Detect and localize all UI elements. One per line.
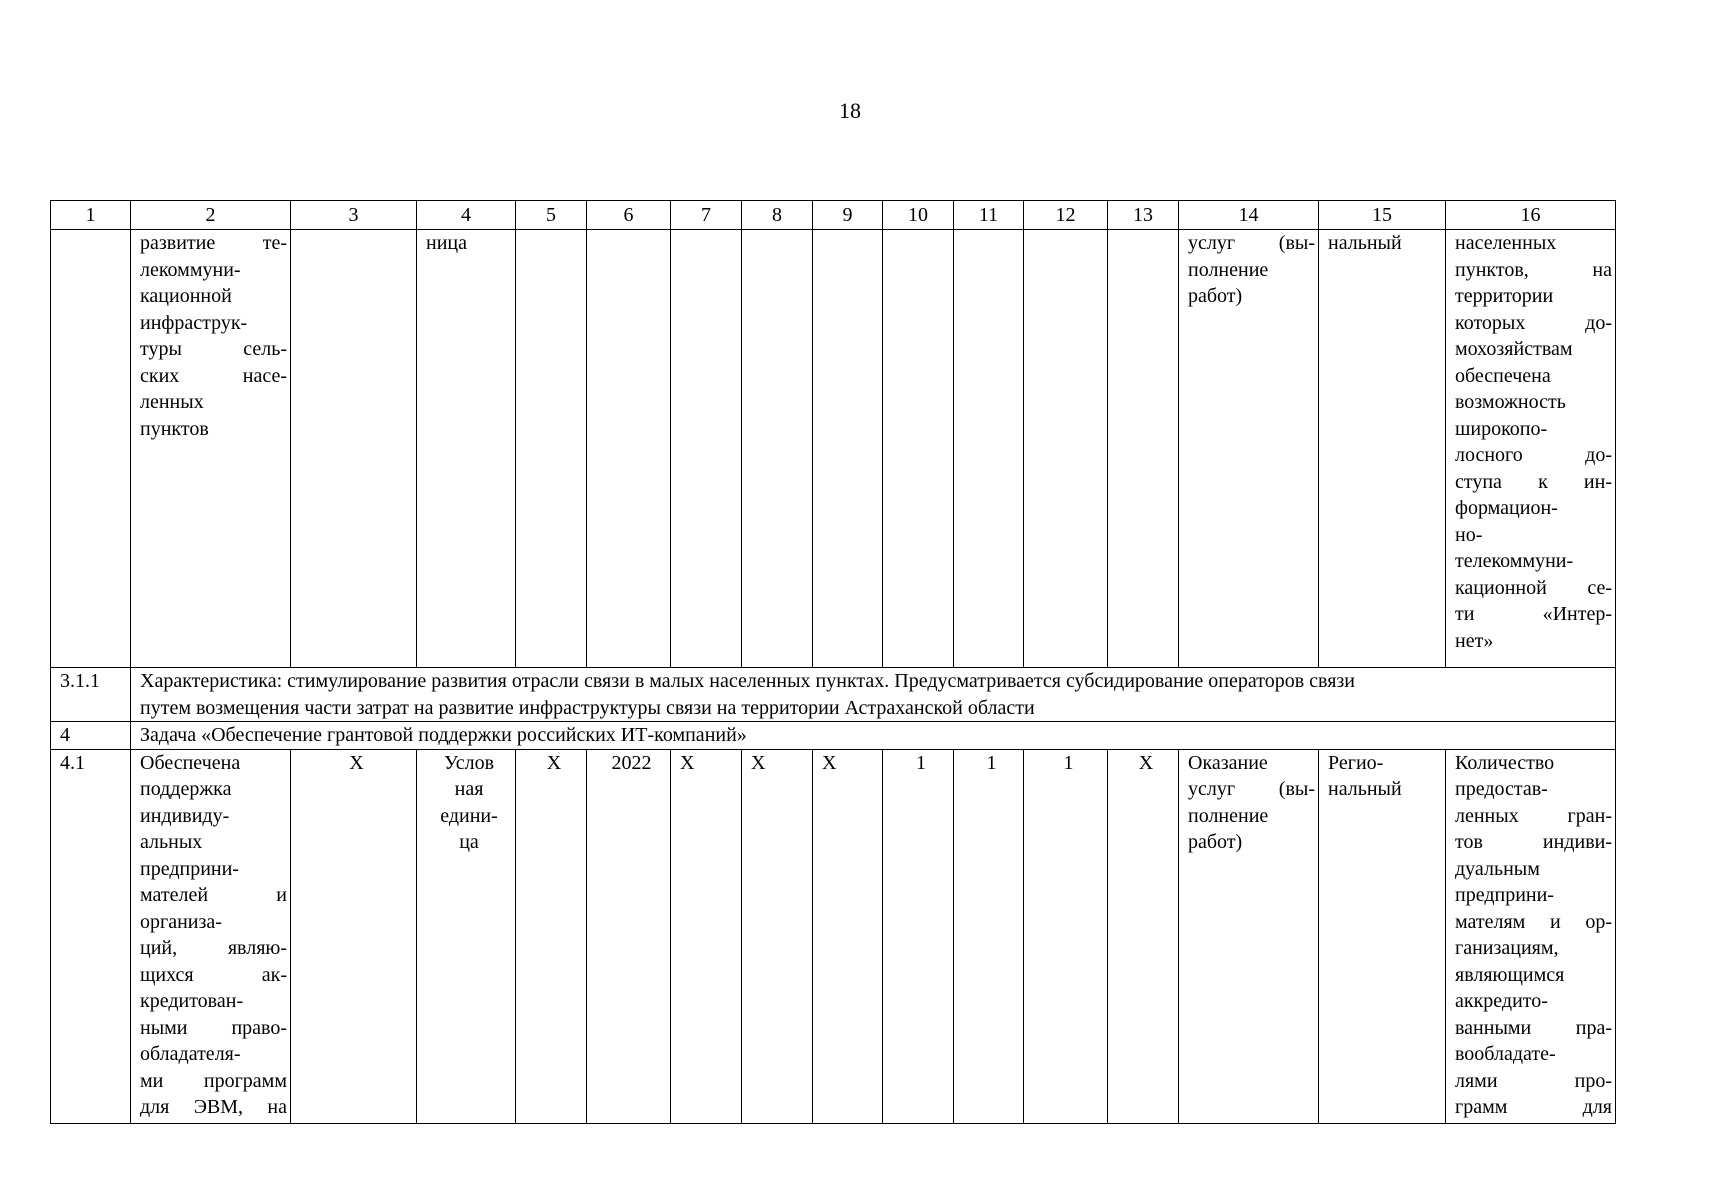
cell-text-line: телекоммуни- <box>1455 550 1574 572</box>
cell-text-line: нальный <box>1328 778 1402 800</box>
unit-cell: ница <box>417 230 516 668</box>
cell-text-line: организа- <box>140 910 222 933</box>
header-cell: 4 <box>417 201 516 230</box>
table-cell <box>1108 230 1179 668</box>
header-cell: 9 <box>813 201 883 230</box>
program-table <box>50 200 1616 1124</box>
cell-text-line: обеспечена <box>1455 364 1551 387</box>
description-cell <box>1446 230 1616 668</box>
year-cell: 2022 <box>587 749 671 1123</box>
cell-text-line: ских насе- <box>140 364 287 387</box>
cell-text-line: поддержка <box>140 778 232 800</box>
table-row-4 <box>51 722 1616 750</box>
cell-text-line: тов индиви- <box>1455 831 1612 853</box>
header-cell: 6 <box>587 201 671 230</box>
cell-text-line: пунктов, на <box>1455 258 1612 281</box>
cell-text-line: мохозяйствам <box>1455 338 1573 360</box>
characteristic-line-1: Характеристика: стимулирование развития отрасли связи в малых населенных пунктах. Предусматривается субсидирование операторов связи <box>140 670 1355 692</box>
cell-text-line: кредитован- <box>140 990 244 1012</box>
cell-text-line: мателям и ор- <box>1455 910 1612 933</box>
header-cell: 2 <box>131 201 291 230</box>
table-cell <box>742 230 813 668</box>
cell-text-line: ванными пра- <box>1455 1016 1612 1039</box>
header-cell: 11 <box>954 201 1024 230</box>
cell-text-line: ная <box>454 778 484 800</box>
cell-text-line: Регио- <box>1328 751 1384 774</box>
cell-text-line: нет» <box>1455 629 1494 652</box>
task-cell: Задача «Обеспечение грантовой поддержки российских ИТ-компаний» <box>131 722 1616 750</box>
table-cell <box>883 230 954 668</box>
description-cell <box>1446 749 1616 1123</box>
cell-text-line: лекоммуни- <box>140 258 241 281</box>
cell-text-line: аккредито- <box>1455 990 1548 1012</box>
cell-text-line: вообладате- <box>1455 1043 1556 1065</box>
header-cell: 16 <box>1446 201 1616 230</box>
indicator-name-cell <box>131 749 291 1123</box>
cell-text-line: работ) <box>1188 285 1243 307</box>
cell-text-line: ми программ <box>140 1069 287 1092</box>
characteristic-line-2: путем возмещения части затрат на развитие инфраструктуры связи на территории Астраханской области <box>140 696 1035 719</box>
header-cell: 8 <box>742 201 813 230</box>
cell-text-line: грамм для <box>1455 1096 1612 1118</box>
header-cell: 14 <box>1179 201 1319 230</box>
cell-text-line: услуг (вы- <box>1188 778 1315 800</box>
cell-text-line: ганизациям, <box>1455 937 1559 959</box>
table-cell: Х <box>813 749 883 1123</box>
header-row <box>51 201 1616 230</box>
row-number-cell: 4.1 <box>51 749 131 1123</box>
cell-text-line: ступа к ин- <box>1455 470 1612 493</box>
cell-text-line: ленных гран- <box>1455 804 1612 827</box>
cell-text-line: полнение <box>1188 804 1269 827</box>
result-type-cell <box>1179 749 1319 1123</box>
cell-text-line: территории <box>1455 285 1554 307</box>
cell-text-line: но- <box>1455 523 1483 546</box>
row-number-cell: 3.1.1 <box>51 668 131 722</box>
cell-text-line: работ) <box>1188 831 1243 853</box>
cell-text-line: лосного до- <box>1455 444 1612 466</box>
value-cell: 1 <box>954 749 1024 1123</box>
header-cell: 15 <box>1319 201 1446 230</box>
cell-text-line: лями про- <box>1455 1069 1612 1092</box>
cell-text-line: кационной <box>140 285 232 307</box>
row-number-cell: 4 <box>51 722 131 750</box>
cell-text-line: индивиду- <box>140 804 230 827</box>
cell-text-line: обладателя- <box>140 1043 241 1065</box>
value-cell: 1 <box>1024 749 1108 1123</box>
table-cell: Х <box>1108 749 1179 1123</box>
table-cell <box>291 230 417 668</box>
header-cell: 7 <box>671 201 742 230</box>
result-type-cell <box>1179 230 1319 668</box>
cell-text-line: мателей и <box>140 884 287 906</box>
header-cell: 10 <box>883 201 954 230</box>
cell-text-line: полнение <box>1188 258 1269 281</box>
cell-text-line: ца <box>459 831 479 853</box>
cell-text-line: предостав- <box>1455 778 1548 800</box>
cell-text-line: возможность <box>1455 391 1566 413</box>
header-cell: 13 <box>1108 201 1179 230</box>
characteristic-cell <box>131 668 1616 722</box>
cell-text-line: предприни- <box>1455 884 1554 906</box>
cell-text-line: кационной се- <box>1455 576 1612 599</box>
table-cell <box>813 230 883 668</box>
cell-text-line: едини- <box>440 804 498 827</box>
cell-text-line: Оказание <box>1188 751 1268 774</box>
table-row-4-1 <box>51 749 1616 1123</box>
cell-text-line: Количество <box>1455 751 1555 774</box>
cell-text-line: дуальным <box>1455 857 1540 880</box>
cell-text-line: ций, являю- <box>140 937 287 959</box>
header-cell: 5 <box>516 201 587 230</box>
header-cell: 1 <box>51 201 131 230</box>
cell-text-line: Обеспечена <box>140 751 241 774</box>
table-row-3-1-1 <box>51 668 1616 722</box>
page-number: 18 <box>839 98 861 123</box>
cell-text-line: формацион- <box>1455 497 1558 519</box>
table-cell: Х <box>516 749 587 1123</box>
table-cell <box>671 230 742 668</box>
cell-text-line: развитие те- <box>140 232 287 254</box>
level-cell <box>1319 749 1446 1123</box>
cell-text-line: предприни- <box>140 857 239 880</box>
cell-text-line: инфраструк- <box>140 311 248 334</box>
table-cell: Х <box>742 749 813 1123</box>
cell-text-line: щихся ак- <box>140 963 287 986</box>
table-cell <box>954 230 1024 668</box>
indicator-name-cell <box>131 230 291 668</box>
cell-text-line: ленных <box>140 391 204 413</box>
value-cell: 1 <box>883 749 954 1123</box>
level-cell: нальный <box>1319 230 1446 668</box>
table-cell: Х <box>671 749 742 1123</box>
cell-text-line: являющимся <box>1455 963 1565 986</box>
cell-text-line: широкопо- <box>1455 417 1548 440</box>
table-cell: Х <box>291 749 417 1123</box>
cell-text-line: услуг (вы- <box>1188 232 1315 254</box>
cell-text-line: населенных <box>1455 232 1557 254</box>
cell-text-line: Услов <box>443 751 495 774</box>
table-row-continuation <box>51 230 1616 668</box>
cell-text-line: которых до- <box>1455 311 1612 334</box>
table-cell <box>516 230 587 668</box>
cell-text-line: туры сель- <box>140 338 287 360</box>
table-cell <box>587 230 671 668</box>
unit-cell <box>417 749 516 1123</box>
cell-text-line: ти «Интер- <box>1455 603 1612 625</box>
cell-text-line: ными право- <box>140 1016 287 1039</box>
table-cell <box>1024 230 1108 668</box>
cell-text-line: для ЭВМ, на <box>140 1096 287 1118</box>
cell-text-line: пунктов <box>140 417 209 440</box>
header-cell: 12 <box>1024 201 1108 230</box>
row-number-cell <box>51 230 131 668</box>
cell-text-line: альных <box>140 831 203 853</box>
header-cell: 3 <box>291 201 417 230</box>
